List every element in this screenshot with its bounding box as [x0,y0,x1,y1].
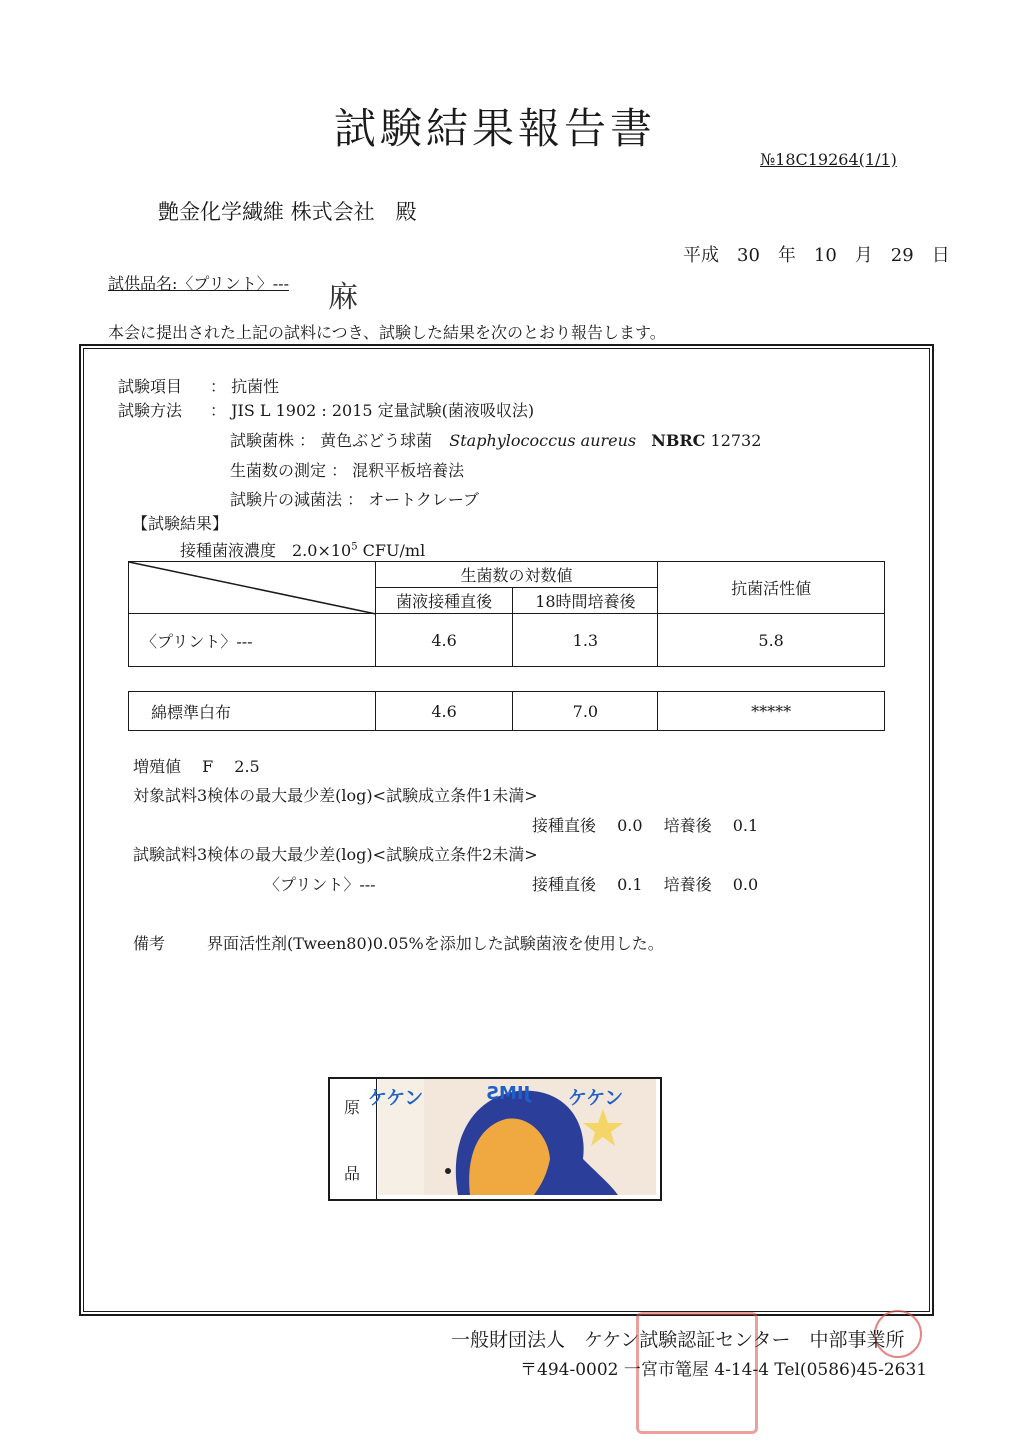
row-control-name: 綿標準白布 [129,692,376,731]
inoculum-concentration [180,538,425,561]
condition-2: 試験試料3検体の最大最少差(log)<試験成立条件2未満> [133,845,538,864]
row-control-18h: 7.0 [513,692,658,731]
handwritten-note: 麻 [328,280,358,315]
strain-latin: Staphylococcus aureus [449,431,637,450]
inoculum-exponent: 5 [351,541,358,553]
strain-code: 12732 [705,431,762,450]
inoculum-unit: CFU/ml [357,541,426,560]
condition-2-values: 接種直後 0.1 培養後 0.0 [532,875,759,894]
diagonal-header-cell [129,562,376,614]
row-control-activity: ***** [658,692,885,731]
row-sample-immediate: 4.6 [375,614,513,667]
results-heading: 【試験結果】 [132,514,229,533]
row-sample-name: 〈プリント〉--- [129,614,376,667]
intro-text: 本会に提出された上記の試料につき、試験した結果を次のとおり報告します。 [108,323,666,342]
swatch-text-right: ケケン [568,1087,624,1109]
col-activity-header: 抗菌活性値 [658,562,885,614]
results-table [128,561,885,667]
count-method: 生菌数の測定 ： 混釈平板培養法 [230,461,465,480]
issuer-address: 〒494-0002 一宮市篭屋 4-14-4 Tel(0586)45-2631 [520,1360,928,1380]
condition-1-values: 接種直後 0.0 培養後 0.1 [532,816,759,835]
control-table [128,691,885,731]
recipient: 艶金化学繊維 株式会社 殿 [158,200,417,224]
test-method-label: 試験方法 [118,401,183,420]
original-label-bottom: 品 [344,1164,361,1183]
row-control-immediate: 4.6 [375,692,513,731]
condition-1: 対象試料3検体の最大最少差(log)<試験成立条件1未満> [133,786,538,805]
row-sample-activity: 5.8 [658,614,885,667]
test-method-value: ： JIS L 1902 : 2015 定量試験(菌液吸収法) [210,401,535,420]
test-item-label: 試験項目 [118,377,183,396]
strain-label: 試験菌株 ： 黄色ぶどう球菌 [230,431,433,450]
remarks-text: 界面活性剤(Tween80)0.05%を添加した試験菌液を使用した。 [207,934,664,953]
fabric-swatch [368,1079,656,1195]
inoculum-label: 接種菌液濃度 2.0×10 [180,541,352,560]
col-immediate-header: 菌液接種直後 [375,588,513,614]
col-group-header: 生菌数の対数値 [375,562,658,588]
swatch-text-mid: JIMS [486,1083,531,1104]
test-strain [230,428,761,451]
diagonal-line [129,562,376,614]
swatch-text-left: ケケン [368,1087,424,1109]
original-sample-box [328,1077,662,1201]
col-18h-header: 18時間培養後 [513,588,658,614]
document-title: 試験結果報告書 [333,104,656,153]
sample-name: 試供品名:〈プリント〉--- [108,274,289,293]
test-item-value: ： 抗菌性 [210,377,280,396]
issuer-organization: 一般財団法人 ケケン試験認証センター 中部事業所 [451,1329,905,1351]
condition-2-sample: 〈プリント〉--- [264,875,376,894]
table-row [129,692,885,731]
report-date: 平成 30 年 10 月 29 日 [683,245,950,266]
strain-code-bold: NBRC [651,431,706,450]
table-row [129,614,885,667]
remarks-label: 備考 [133,934,166,953]
row-sample-18h: 1.3 [513,614,658,667]
sterilization-method: 試験片の減菌法 ： オートクレーブ [230,490,480,509]
original-label-top: 原 [344,1098,361,1117]
growth-value: 増殖値 F 2.5 [133,757,260,776]
document-number: №18C19264(1/1) [760,150,897,169]
